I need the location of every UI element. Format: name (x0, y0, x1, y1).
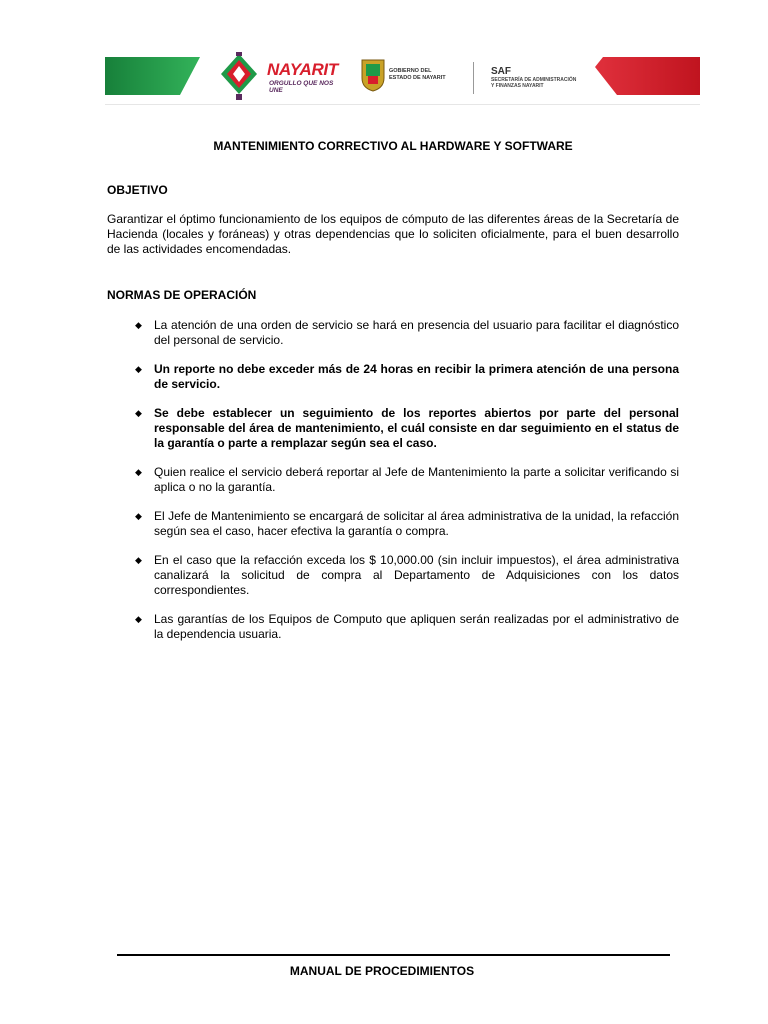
saf-logo (491, 66, 576, 89)
bullet-icon: ◆ (135, 408, 142, 418)
page-header (105, 52, 700, 102)
list-item-text: En el caso que la refacción exceda los $ 10,000.00 (sin incluir impuestos), el área administrativa canalizará la solicitud de compra al Departamento de Adquisiciones con los datos correspondientes. (154, 553, 679, 597)
footer-rule (117, 954, 670, 956)
header-divider (473, 62, 474, 94)
red-stripe-decoration (595, 57, 700, 95)
list-item-text: Quien realice el servicio deberá reportar al Jefe de Mantenimiento la parte a solicitar verificando si aplica o no la garantía. (154, 465, 679, 494)
nayarit-logo (217, 52, 347, 102)
list-item (107, 509, 679, 539)
list-item (107, 553, 679, 598)
gobierno-label (389, 68, 446, 82)
list-item-text: Se debe establecer un seguimiento de los reportes abiertos por parte del personal responsable del área de mantenimiento, el cuál consiste en dar seguimiento en el status de la garantía o parte a remplazar según sea el caso. (154, 406, 679, 450)
header-rule (105, 104, 700, 105)
objetivo-heading: OBJETIVO (107, 183, 168, 197)
gobierno-line-2: ESTADO DE NAYARIT (389, 75, 446, 81)
list-item-text: Las garantías de los Equipos de Computo que apliquen serán realizadas por el administrativo de la dependencia usuaria. (154, 612, 679, 641)
nayarit-slogan: ORGULLO QUE NOS UNE (269, 80, 334, 94)
list-item (107, 362, 679, 392)
footer-title: MANUAL DE PROCEDIMIENTOS (289, 964, 475, 978)
bullet-icon: ◆ (135, 320, 142, 330)
bullet-icon: ◆ (135, 467, 142, 477)
list-item (107, 406, 679, 451)
saf-line-2: Y FINANZAS NAYARIT (491, 83, 544, 89)
normas-list (107, 318, 679, 656)
bullet-icon: ◆ (135, 511, 142, 521)
gobierno-line-1: GOBIERNO DEL (389, 68, 432, 74)
bullet-icon: ◆ (135, 614, 142, 624)
nayarit-emblem-icon (217, 52, 261, 102)
list-item-text: El Jefe de Mantenimiento se encargará de solicitar al área administrativa de la unidad, la refacción según sea el caso, hacer efectiva la garantía o compra. (154, 509, 679, 538)
bullet-icon: ◆ (135, 555, 142, 565)
saf-line-1: SECRETARÍA DE ADMINISTRACIÓN (491, 77, 577, 83)
green-stripe-decoration (105, 57, 200, 95)
list-item (107, 465, 679, 495)
list-item (107, 612, 679, 642)
list-item-text: Un reporte no debe exceder más de 24 horas en recibir la primera atención de una persona de servicio. (154, 362, 679, 391)
objetivo-paragraph: Garantizar el óptimo funcionamiento de los equipos de cómputo de las diferentes áreas de la Secretaría de Hacienda (locales y foráneas) y otras dependencias que lo soliciten oficialmente, para el buen desarrollo de las actividades encomendadas. (107, 212, 679, 256)
document-title: MANTENIMIENTO CORRECTIVO AL HARDWARE Y SOFTWARE (213, 139, 573, 153)
list-item (107, 318, 679, 348)
normas-heading: NORMAS DE OPERACIÓN (107, 288, 257, 302)
saf-title: SAF (491, 66, 511, 77)
bullet-icon: ◆ (135, 364, 142, 374)
list-item-text: La atención de una orden de servicio se hará en presencia del usuario para facilitar el diagnóstico del personal de servicio. (154, 318, 679, 347)
nayarit-wordmark: NAYARIT (267, 60, 338, 79)
state-shield-icon (360, 58, 386, 92)
